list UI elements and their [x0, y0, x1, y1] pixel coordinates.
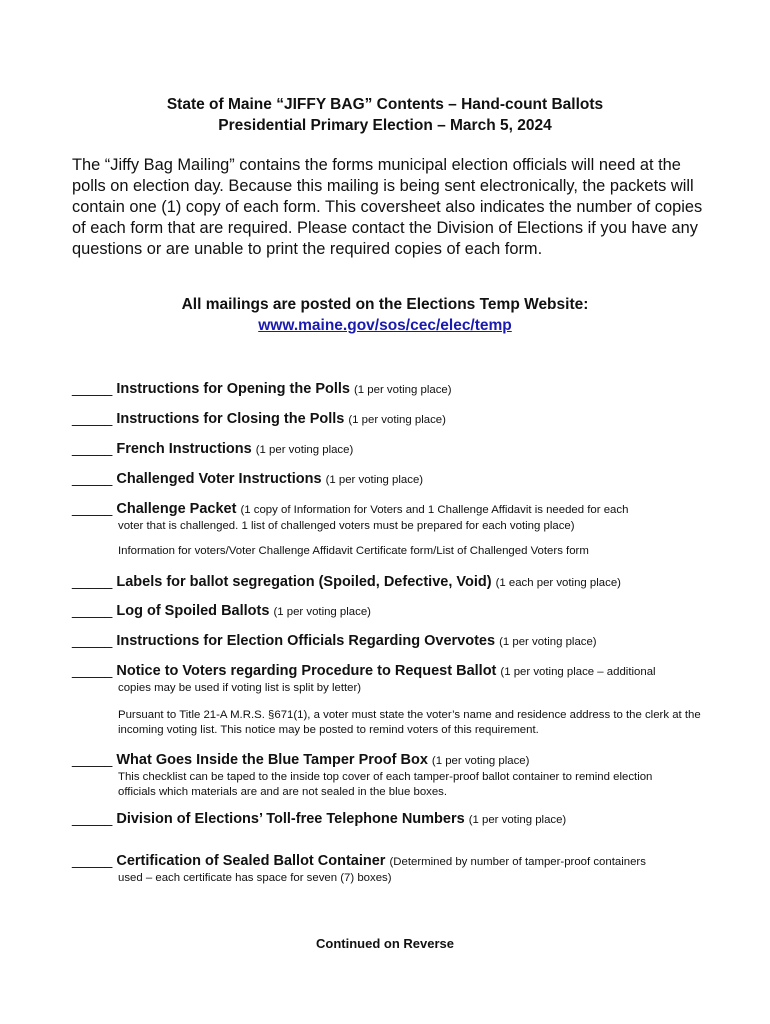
- item-name: Instructions for Opening the Polls: [116, 381, 350, 397]
- checklist-blank: _____: [72, 811, 113, 827]
- checklist-blank: _____: [72, 574, 113, 590]
- item-name: Division of Elections’ Toll-free Telephone Numbers: [116, 811, 465, 827]
- checklist-blank: _____: [72, 411, 113, 427]
- challenge-packet-contents-note: Information for voters/Voter Challenge Affidavit Certificate form/List of Challenged Voters form: [118, 545, 589, 557]
- item-quantity: (1 per voting place): [255, 444, 354, 456]
- checklist-blank: _____: [72, 603, 113, 619]
- item-quantity: (1 per voting place): [325, 474, 424, 486]
- checklist-item-opening-polls: [72, 380, 712, 399]
- checklist-item-toll-free-numbers: [72, 810, 712, 829]
- pursuant-note: Pursuant to Title 21-A M.R.S. §671(1), a voter must state the voter’s name and residence address to the clerk at the incoming voting list. This notice may be posted to remind voters of this requirement.: [118, 709, 701, 736]
- item-quantity: (1 per voting place): [354, 384, 452, 396]
- website-notice: All mailings are posted on the Elections Temp Website:: [181, 296, 589, 313]
- item-quantity-continued: copies may be used if voting list is split by letter): [118, 682, 362, 694]
- continued-on-reverse: Continued on Reverse: [316, 936, 454, 951]
- checklist-blank: _____: [72, 441, 113, 457]
- item-description: This checklist can be taped to the inside top cover of each tamper-proof ballot container to remind election officials which materials are and are not sealed in the blue boxes.: [118, 771, 653, 798]
- item-quantity: (1 per voting place): [273, 606, 371, 618]
- checklist-item-notice-to-voters: [72, 662, 712, 696]
- checklist-blank: _____: [72, 663, 113, 679]
- intro-paragraph: The “Jiffy Bag Mailing” contains the forms municipal election officials will need at the polls on election day. Because this mailing is being sent electronically, the packets will contain one (1) copy of each form. This coversheet also indicates the number of copies of each form that are required. Please contact the Division of Elections if you have any questions or are unable to print the required copies of each form.: [72, 156, 703, 258]
- checklist-item-sealed-ballot-certification: [72, 852, 712, 886]
- checklist-item-overvotes-instructions: [72, 632, 712, 651]
- item-name: Labels for ballot segregation (Spoiled, Defective, Void): [116, 574, 492, 590]
- item-quantity: (1 per voting place): [431, 755, 530, 767]
- checklist-blank: _____: [72, 381, 113, 397]
- checklist-item-ballot-labels: [72, 573, 712, 592]
- item-name: Notice to Voters regarding Procedure to Request Ballot: [116, 663, 497, 679]
- item-name: Instructions for Election Officials Regarding Overvotes: [116, 633, 496, 649]
- item-name: What Goes Inside the Blue Tamper Proof Box: [116, 752, 428, 768]
- checklist-item-blue-tamper-proof-box: [72, 751, 712, 800]
- item-quantity: (Determined by number of tamper-proof containers: [389, 856, 646, 868]
- checklist-item-challenge-packet: [72, 500, 712, 534]
- item-quantity: (1 each per voting place): [495, 577, 621, 589]
- item-quantity: (1 per voting place): [468, 814, 567, 826]
- checklist-blank: _____: [72, 471, 113, 487]
- item-name: Instructions for Closing the Polls: [116, 411, 345, 427]
- item-quantity: (1 per voting place – additional: [500, 666, 656, 678]
- item-quantity-continued: voter that is challenged. 1 list of challenged voters must be prepared for each voting place): [118, 520, 575, 532]
- checklist-item-french-instructions: [72, 440, 712, 459]
- elections-temp-website-link[interactable]: www.maine.gov/sos/cec/elec/temp: [258, 317, 512, 334]
- checklist-blank: _____: [72, 501, 113, 517]
- item-quantity: (1 copy of Information for Voters and 1 Challenge Affidavit is needed for each: [240, 504, 629, 516]
- item-name: Log of Spoiled Ballots: [116, 603, 270, 619]
- item-name: Challenge Packet: [116, 501, 237, 517]
- checklist-blank: _____: [72, 752, 113, 768]
- checklist-item-spoiled-ballots-log: [72, 602, 712, 621]
- item-name: Challenged Voter Instructions: [116, 471, 322, 487]
- item-name: French Instructions: [116, 441, 252, 457]
- item-quantity: (1 per voting place): [499, 636, 597, 648]
- checklist-blank: _____: [72, 853, 113, 869]
- checklist-blank: _____: [72, 633, 113, 649]
- item-name: Certification of Sealed Ballot Container: [116, 853, 386, 869]
- item-quantity: (1 per voting place): [348, 414, 446, 426]
- website-notice-link-line: [0, 315, 770, 336]
- item-quantity-continued: used – each certificate has space for seven (7) boxes): [118, 872, 392, 884]
- checklist-item-challenged-voter-instructions: [72, 470, 712, 489]
- document-title-line-2: Presidential Primary Election – March 5, 2024: [218, 117, 552, 134]
- document-title-line-1: State of Maine “JIFFY BAG” Contents – Hand-count Ballots: [166, 96, 604, 113]
- checklist-item-closing-polls: [72, 410, 712, 429]
